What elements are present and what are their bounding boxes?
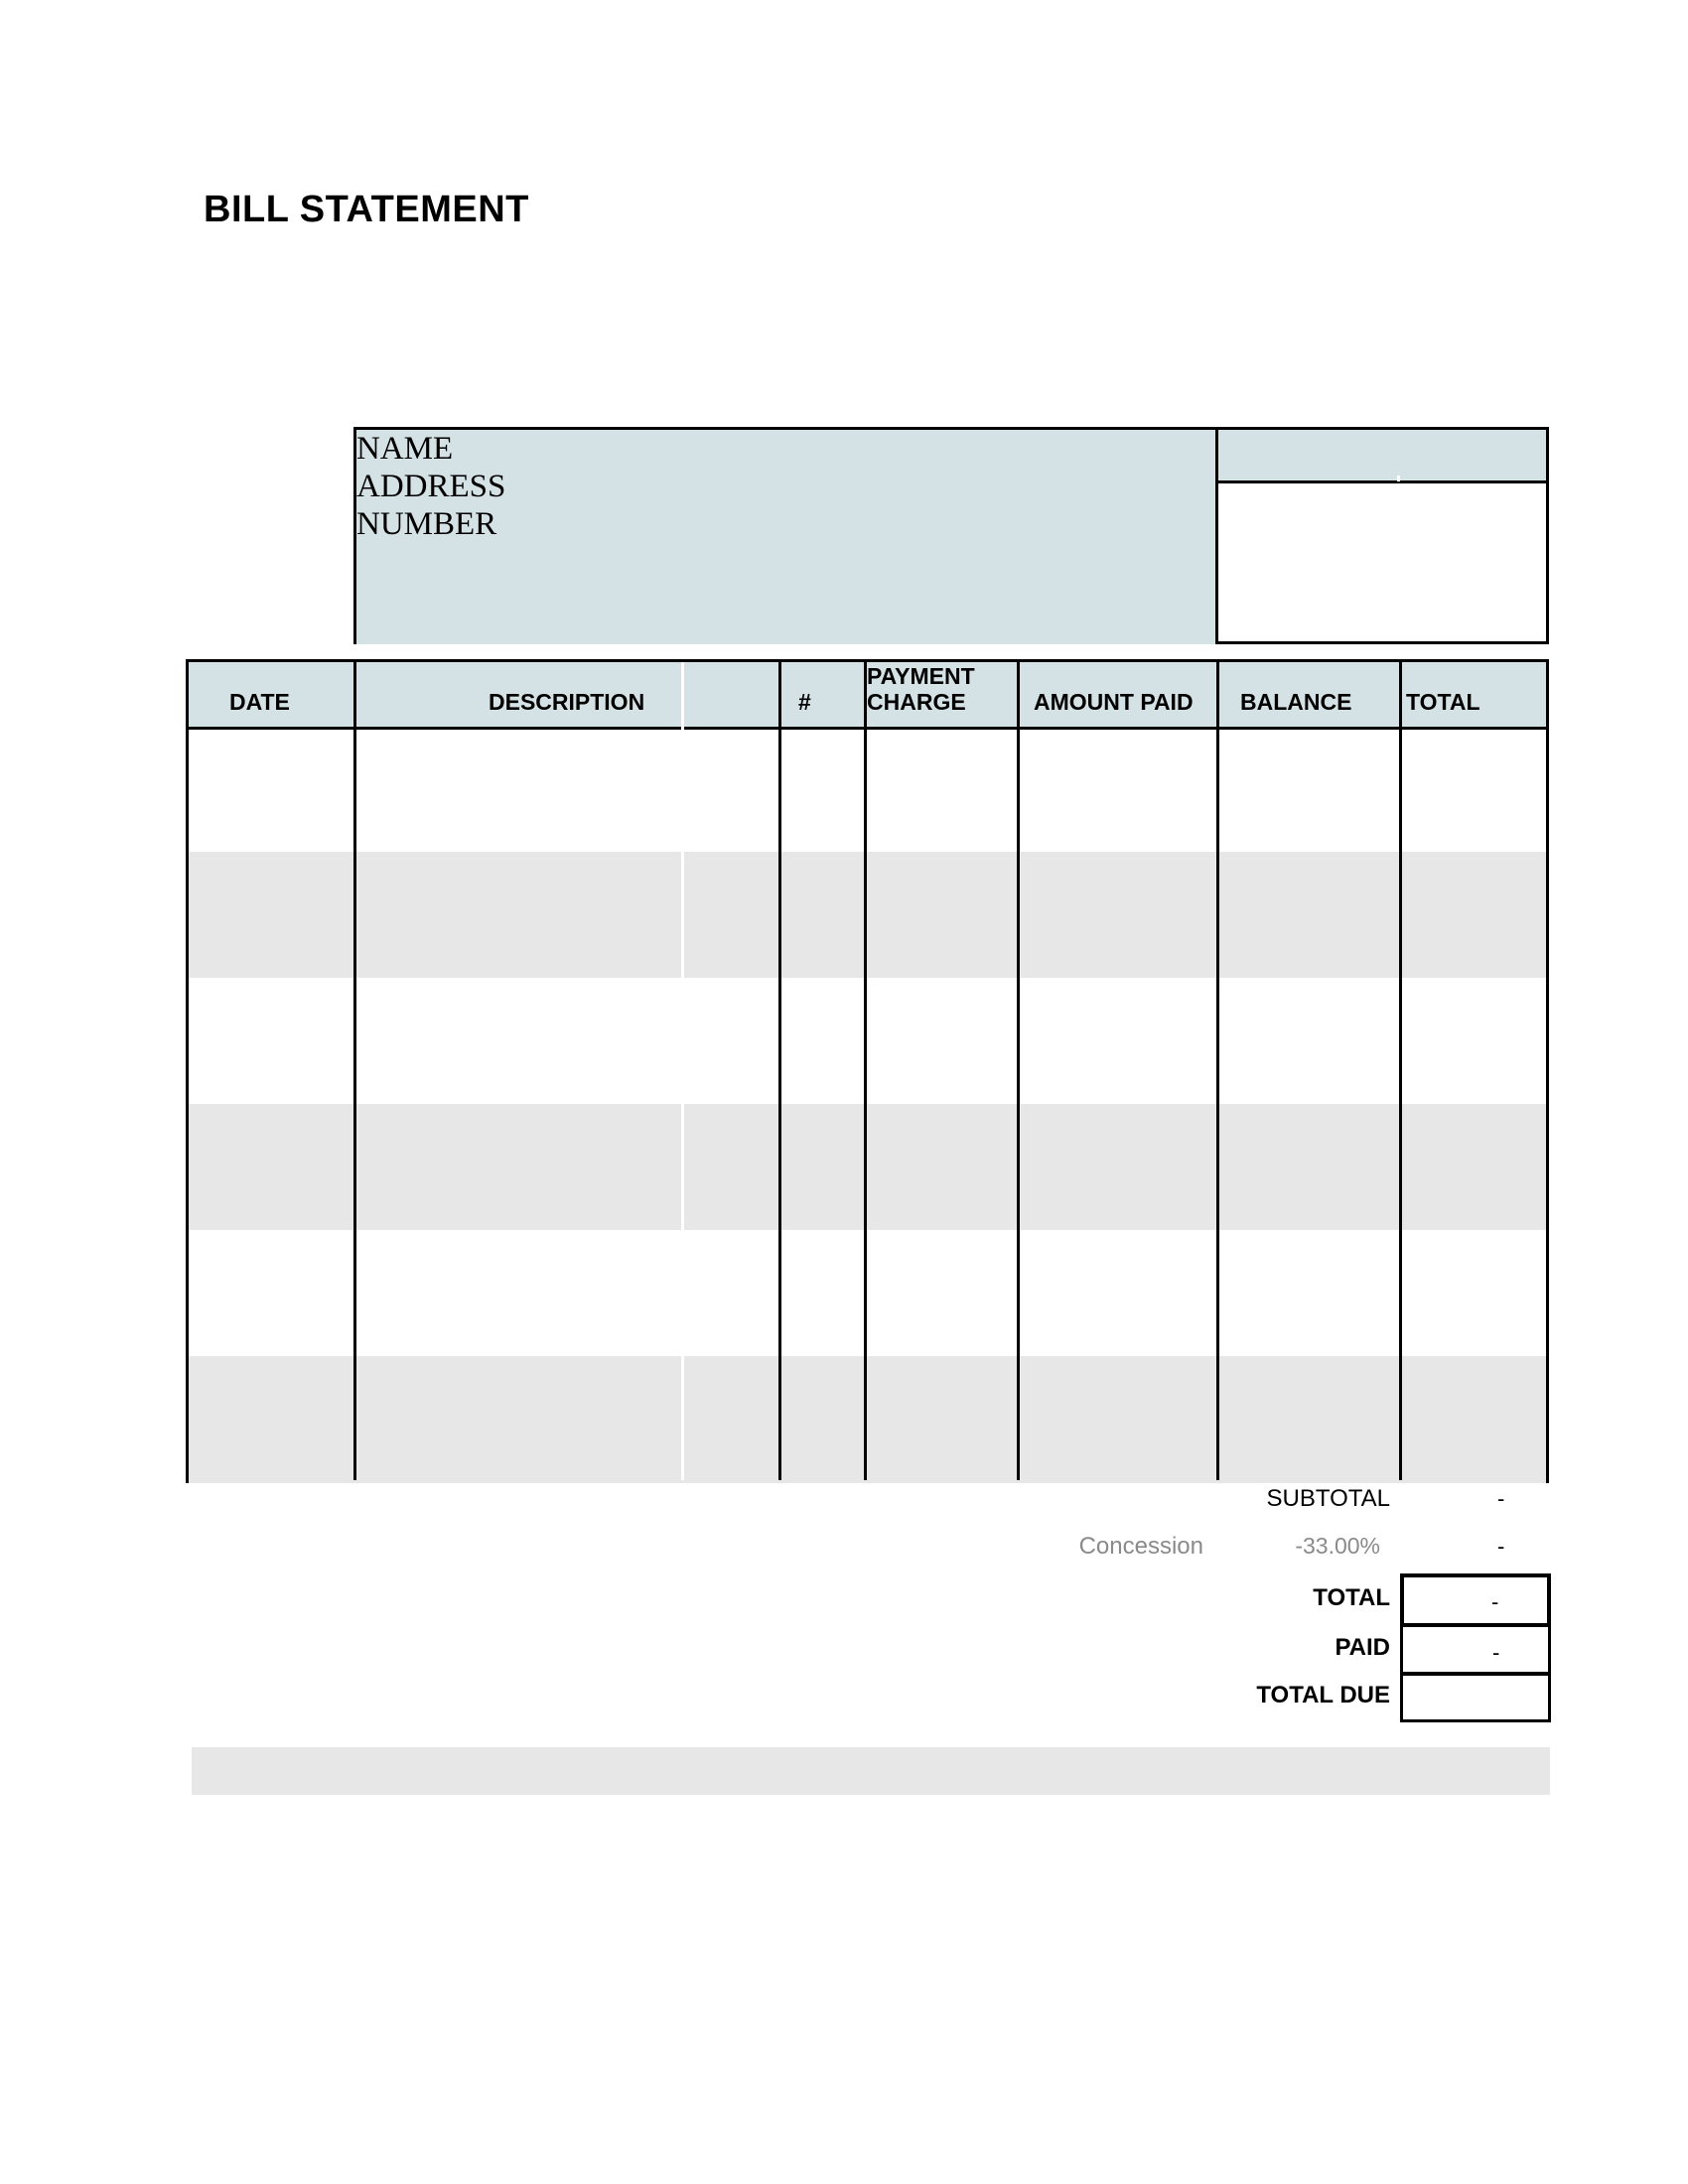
table-row[interactable] — [189, 730, 1546, 856]
total-value: - — [1491, 1589, 1499, 1614]
header-divider-gap — [1397, 476, 1400, 481]
header-amount-paid: AMOUNT PAID — [1034, 689, 1194, 715]
concession-rate[interactable]: -33.00% — [1295, 1533, 1380, 1559]
total-due-label: TOTAL DUE — [1256, 1682, 1390, 1708]
statement-info-header — [1218, 430, 1546, 483]
customer-name-label[interactable]: NAME — [356, 431, 454, 467]
paid-box[interactable] — [1400, 1625, 1551, 1675]
concession-value: - — [1497, 1534, 1505, 1559]
paid-label: PAID — [1335, 1634, 1390, 1661]
header-payment-charge-line2: CHARGE — [867, 689, 966, 715]
column-divider — [1399, 662, 1402, 1480]
total-box — [1400, 1573, 1551, 1627]
table-row[interactable] — [189, 1356, 1546, 1483]
column-divider — [1216, 662, 1219, 1480]
table-row[interactable] — [189, 978, 1546, 1104]
customer-info-box — [353, 427, 1215, 644]
table-row[interactable] — [189, 852, 1546, 978]
header-description: DESCRIPTION — [489, 689, 645, 715]
column-divider — [1017, 662, 1020, 1480]
table-row[interactable] — [189, 1104, 1546, 1230]
footer-bar — [192, 1747, 1550, 1795]
paid-value: - — [1492, 1640, 1500, 1665]
column-divider — [864, 662, 867, 1480]
column-divider — [778, 662, 781, 1480]
total-due-box[interactable] — [1400, 1673, 1551, 1722]
total-label: TOTAL — [1313, 1584, 1390, 1611]
statement-info-box — [1215, 427, 1549, 644]
customer-address-label[interactable]: ADDRESS — [356, 469, 506, 504]
customer-number-label[interactable]: NUMBER — [356, 506, 497, 542]
bill-table — [186, 659, 1549, 1483]
header-balance: BALANCE — [1240, 689, 1352, 715]
column-divider — [681, 662, 684, 1480]
header-payment-charge-line1: PAYMENT — [867, 663, 975, 689]
column-divider — [353, 662, 356, 1480]
concession-label: Concession — [1078, 1533, 1203, 1560]
header-number: # — [798, 689, 811, 715]
page-title: BILL STATEMENT — [204, 189, 529, 230]
header-total: TOTAL — [1406, 689, 1480, 715]
subtotal-value: - — [1497, 1486, 1505, 1511]
table-row[interactable] — [189, 1230, 1546, 1356]
header-date: DATE — [229, 689, 290, 715]
header-payment-charge — [867, 663, 975, 715]
subtotal-label: SUBTOTAL — [1266, 1485, 1390, 1512]
